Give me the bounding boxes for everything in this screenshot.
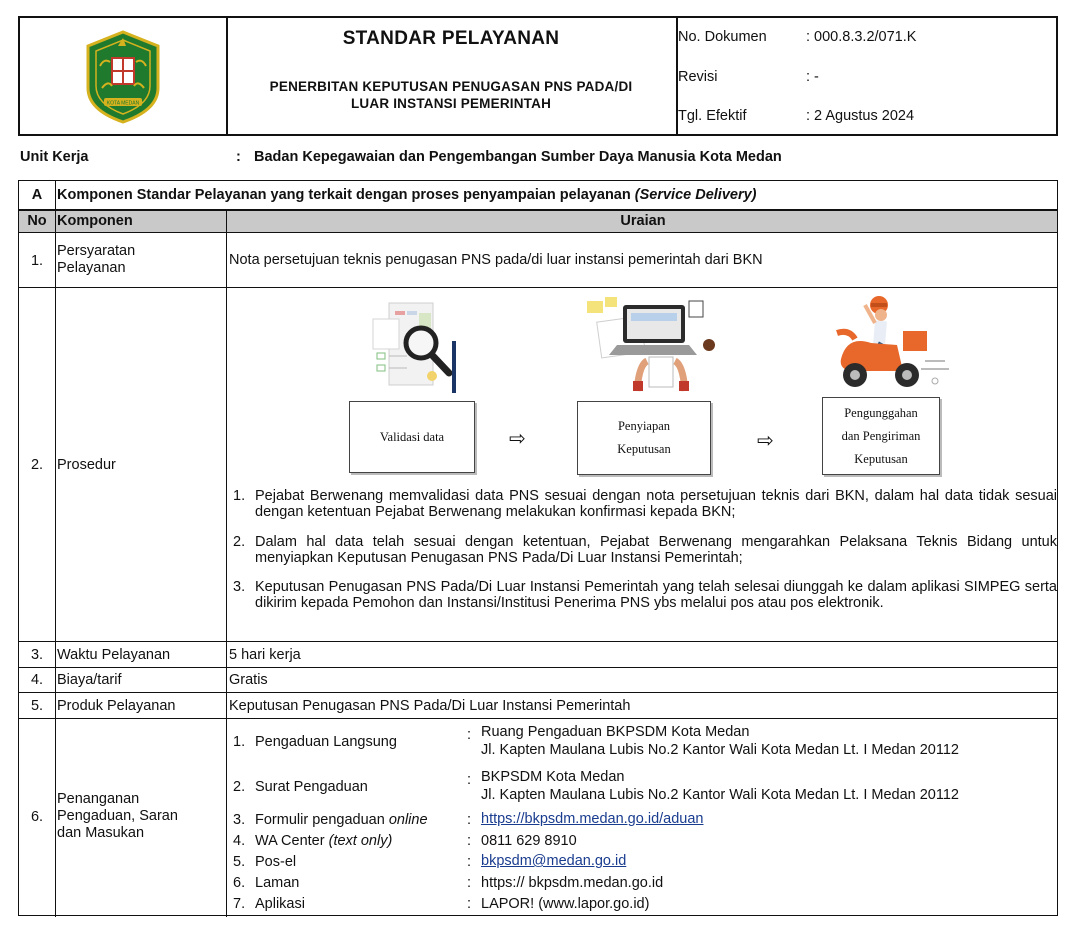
item-label-text: Formulir pengaduan (255, 812, 389, 828)
col-header-komponen: Komponen (57, 213, 133, 229)
subtitle-line-2: LUAR INSTANSI PEMERINTAH (350, 96, 552, 111)
komponen-line: Pelayanan (57, 260, 126, 276)
logo-text: KOTA MEDAN (106, 100, 140, 107)
row-3-uraian: 5 hari kerja (229, 647, 301, 663)
meta-value: : - (806, 69, 819, 85)
flow-arrow-icon: ⇨ (509, 428, 526, 450)
komponen-line: dan Masukan (57, 825, 145, 841)
divider (19, 287, 1057, 288)
item-label: Pos-el (255, 854, 297, 870)
flow-step-pengunggahan (822, 397, 940, 475)
meta-value: : 2 Agustus 2024 (806, 108, 915, 124)
row-1-uraian: Nota persetujuan teknis penugasan PNS pada/di luar instansi pemerintah dari BKN (229, 252, 763, 268)
item-colon: : (467, 833, 472, 849)
row-3-number: 3. (30, 647, 44, 663)
item-number: 5. (233, 854, 246, 870)
delivery-illustration-icon (821, 289, 951, 395)
flow-step-label: Pengunggahan (844, 405, 918, 420)
step-text: Pejabat Berwenang memvalidasi data PNS sesuai dengan nota persetujuan teknis dari BKN, dalam hal data tidak sesuai dengan ketentuan Pejabat Berwenang melakukan konfirmasi kepada BKN; (255, 488, 1057, 520)
item-number: 1. (233, 734, 246, 750)
item-colon: : (467, 727, 472, 743)
item-colon: : (467, 772, 472, 788)
step-text: Dalam hal data telah sesuai dengan ketentuan, Pejabat Berwenang mengarahkan Pelaksana Teknis Bidang untuk menyiapkan Keputusan Penugasan PNS Pada/Di Luar Instansi Pemerintah; (255, 534, 1057, 566)
item-number: 2. (233, 779, 246, 795)
step-number: 2. (233, 534, 246, 550)
flow-step-validasi (349, 401, 475, 473)
procedure-step-2 (233, 534, 1057, 566)
item-label: Aplikasi (255, 896, 305, 912)
document-title: STANDAR PELAYANAN (342, 28, 560, 49)
divider (19, 232, 1057, 233)
item-value: LAPOR! (www.lapor.go.id) (481, 896, 650, 912)
email-link[interactable]: bkpsdm@medan.go.id (481, 853, 627, 869)
section-title-text: Komponen Standar Pelayanan yang terkait dengan proses penyampaian pelayanan (57, 187, 635, 203)
unit-label: Unit Kerja (20, 149, 89, 165)
item-value: 0811 629 8910 (481, 833, 577, 849)
divider (19, 692, 1057, 693)
item-value: Jl. Kapten Maulana Lubis No.2 Kantor Wali Kota Medan Lt. I Medan 20112 (481, 742, 959, 758)
row-1-number: 1. (30, 253, 44, 269)
item-value: Jl. Kapten Maulana Lubis No.2 Kantor Wali Kota Medan Lt. I Medan 20112 (481, 787, 959, 803)
item-label: Surat Pengaduan (255, 779, 368, 795)
unit-value: Badan Kepegawaian dan Pengembangan Sumber Daya Manusia Kota Medan (254, 149, 782, 165)
col-header-no: No (27, 213, 47, 229)
item-number: 4. (233, 833, 246, 849)
item-label: Laman (255, 875, 300, 891)
metadata-cell (676, 18, 1056, 134)
row-4-number: 4. (30, 672, 44, 688)
unit-colon: : (236, 149, 241, 165)
row-5-uraian: Keputusan Penugasan PNS Pada/Di Luar Instansi Pemerintah (229, 698, 631, 714)
item-label-italic: (text only) (328, 833, 393, 849)
unit-kerja-line (20, 149, 1060, 169)
flow-step-label: Validasi data (379, 429, 445, 444)
item-number: 6. (233, 875, 246, 891)
subtitle-line-1: PENERBITAN KEPUTUSAN PENUGASAN PNS PADA/DI (269, 79, 633, 94)
step-number: 1. (233, 488, 246, 504)
item-label-text: WA Center (255, 833, 329, 849)
meta-label: Revisi (678, 69, 718, 85)
item-colon: : (467, 812, 472, 828)
item-colon: : (467, 896, 472, 912)
section-title (57, 187, 1047, 204)
row-4-komponen: Biaya/tarif (57, 672, 122, 688)
item-label (255, 812, 428, 829)
row-5-komponen: Produk Pelayanan (57, 698, 176, 714)
document-subtitle (226, 78, 676, 112)
service-standard-table (18, 180, 1058, 916)
row-2-komponen: Prosedur (57, 457, 116, 473)
kota-medan-logo (20, 18, 226, 134)
item-label: Pengaduan Langsung (255, 734, 397, 750)
flow-arrow-icon: ⇨ (757, 430, 774, 452)
row-5-number: 5. (30, 698, 44, 714)
item-colon: : (467, 854, 472, 870)
procedure-step-1 (233, 488, 1057, 520)
item-number: 7. (233, 896, 246, 912)
divider (55, 181, 56, 917)
item-value: Ruang Pengaduan BKPSDM Kota Medan (481, 724, 750, 740)
row-2-number: 2. (30, 457, 44, 473)
step-text: Keputusan Penugasan PNS Pada/Di Luar Instansi Pemerintah yang telah selesai diunggah ke dalam aplikasi SIMPEG serta dikirim kepada Pemohon dan Instansi/Institusi Penerima PNS ybs melalui pos atau pos elektronik. (255, 579, 1057, 611)
flow-step-label: Keputusan (617, 442, 671, 456)
meta-value: : 000.8.3.2/071.K (806, 29, 917, 45)
item-value: https:// bkpsdm.medan.go.id (481, 875, 664, 891)
logo-cell (20, 18, 228, 134)
document-header (18, 16, 1058, 136)
flow-step-label: Keputusan (854, 451, 908, 466)
section-title-italic: (Service Delivery) (634, 187, 757, 203)
meta-label: No. Dokumen (678, 29, 767, 45)
divider (19, 641, 1057, 642)
flow-step-penyiapan (577, 401, 711, 475)
row-6-number: 6. (30, 809, 44, 825)
item-value: BKPSDM Kota Medan (481, 769, 625, 785)
section-letter: A (31, 187, 43, 203)
divider (19, 667, 1057, 668)
flow-step-label: dan Pengiriman (841, 428, 921, 443)
title-cell (226, 18, 678, 134)
procedure-step-3 (233, 579, 1057, 611)
row-1-komponen (57, 243, 227, 277)
col-header-uraian: Uraian (620, 213, 666, 229)
item-label (255, 833, 392, 850)
aduan-link[interactable]: https://bkpsdm.medan.go.id/aduan (481, 811, 704, 827)
item-number: 3. (233, 812, 246, 828)
row-3-komponen: Waktu Pelayanan (57, 647, 171, 663)
flow-step-label: Penyiapan (617, 419, 671, 433)
item-colon: : (467, 875, 472, 891)
validation-illustration-icon (359, 297, 469, 397)
komponen-line: Penanganan (57, 791, 140, 807)
meta-label: Tgl. Efektif (678, 108, 747, 124)
divider (19, 718, 1057, 719)
step-number: 3. (233, 579, 246, 595)
row-4-uraian: Gratis (229, 672, 268, 688)
row-6-komponen (57, 791, 227, 842)
workspace-illustration-icon (581, 295, 721, 395)
komponen-line: Pengaduan, Saran (57, 808, 178, 824)
komponen-line: Persyaratan (57, 243, 136, 259)
item-label-italic: online (388, 812, 428, 828)
